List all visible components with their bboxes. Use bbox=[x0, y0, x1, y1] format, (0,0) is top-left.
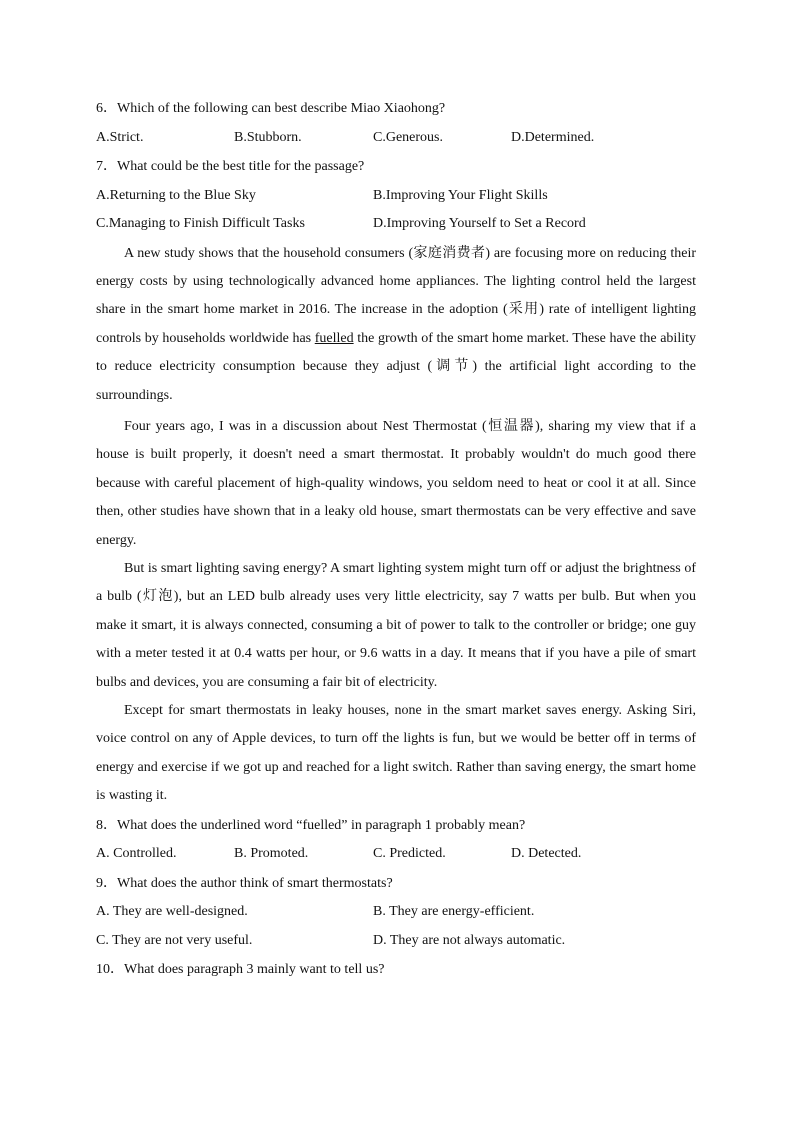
option-a: A. They are well-designed. bbox=[96, 904, 248, 920]
option-c: C. They are not very useful. bbox=[96, 932, 253, 948]
passage-paragraph-2: Four years ago, I was in a discussion about Nest Thermostat (恒温器), sharing my view that if a house is built properly, it doesn't need a smart thermostat. It probably wouldn't do much good there because with careful placement of high-quality windows, you seldom need to heat or cool it at all. Since then, other studies have shown that in a leaky old house, smart thermostats can be very effective and save energy. bbox=[96, 418, 696, 548]
question-10-stem: 10．What does paragraph 3 mainly want to tell us? bbox=[96, 962, 385, 978]
question-7-options-row2 bbox=[96, 210, 696, 239]
paragraph-1-text-b: the growth of the smart home market. These have the ability to reduce electricity consumption because they adjust (调节) the artificial light according to the surroundings. bbox=[96, 330, 696, 403]
question-6-stem: 6．Which of the following can best describe Miao Xiaohong? bbox=[96, 101, 446, 116]
option-d: D. Detected. bbox=[511, 846, 582, 862]
question-8-options bbox=[96, 840, 696, 869]
option-b: B. They are energy-efficient. bbox=[373, 904, 535, 920]
passage-paragraph-3: But is smart lighting saving energy? A smart lighting system might turn off or adjust the brightness of a bulb (灯泡), but an LED bulb already uses very little electricity, say 7 watts per bulb. But when you make it smart, it is always connected, consuming a bit of power to talk to the controller or bridge; one guy with a meter tested it at 0.4 watts per hour, or 9.6 watts in a day. It means that if you have a pile of smart bulbs and devices, you are consuming a fair bit of electricity. bbox=[96, 560, 696, 690]
question-6-options bbox=[96, 124, 696, 153]
question-7-options-row1 bbox=[96, 182, 696, 211]
passage-paragraph-1 bbox=[96, 240, 696, 410]
underlined-word: fuelled bbox=[314, 330, 354, 346]
option-a: A.Strict. bbox=[96, 129, 144, 145]
option-a: A. Controlled. bbox=[96, 846, 177, 862]
question-8-stem: 8．What does the underlined word “fuelled” in paragraph 1 probably mean? bbox=[96, 817, 526, 833]
option-b: B. Promoted. bbox=[234, 846, 309, 862]
option-a: A.Returning to the Blue Sky bbox=[96, 187, 256, 203]
question-9-stem: 9．What does the author think of smart thermostats? bbox=[96, 875, 393, 891]
option-d: D. They are not always automatic. bbox=[373, 932, 566, 948]
passage-paragraph-4: Except for smart thermostats in leaky houses, none in the smart market saves energy. Asking Siri, voice control on any of Apple devices, to turn off the lights is fun, but we would be better off in terms of energy and exercise if we got up and reached for a light switch. Rather than saving energy, the smart home is wasting it. bbox=[96, 703, 696, 804]
option-d: D.Improving Yourself to Set a Record bbox=[373, 216, 586, 231]
question-9-options-row2 bbox=[96, 927, 696, 956]
option-c: C.Managing to Finish Difficult Tasks bbox=[96, 216, 305, 231]
option-b: B.Stubborn. bbox=[234, 129, 302, 145]
option-c: C. Predicted. bbox=[373, 846, 446, 862]
question-page bbox=[96, 94, 696, 985]
question-7-stem: 7．What could be the best title for the passage? bbox=[96, 159, 365, 174]
option-d: D.Determined. bbox=[511, 129, 595, 145]
option-c: C.Generous. bbox=[373, 129, 443, 145]
option-b: B.Improving Your Flight Skills bbox=[373, 187, 548, 203]
question-9-options-row1 bbox=[96, 898, 696, 927]
paragraph-1-text-a: A new study shows that the household consumers (家庭消费者) are focusing more on reducing their energy costs by using technologically advanced home appliances. The lighting control held the largest share in the smart home market in 2016. The increase in the adoption (采用) rate of intelligent lighting controls by households worldwide has bbox=[96, 245, 696, 346]
